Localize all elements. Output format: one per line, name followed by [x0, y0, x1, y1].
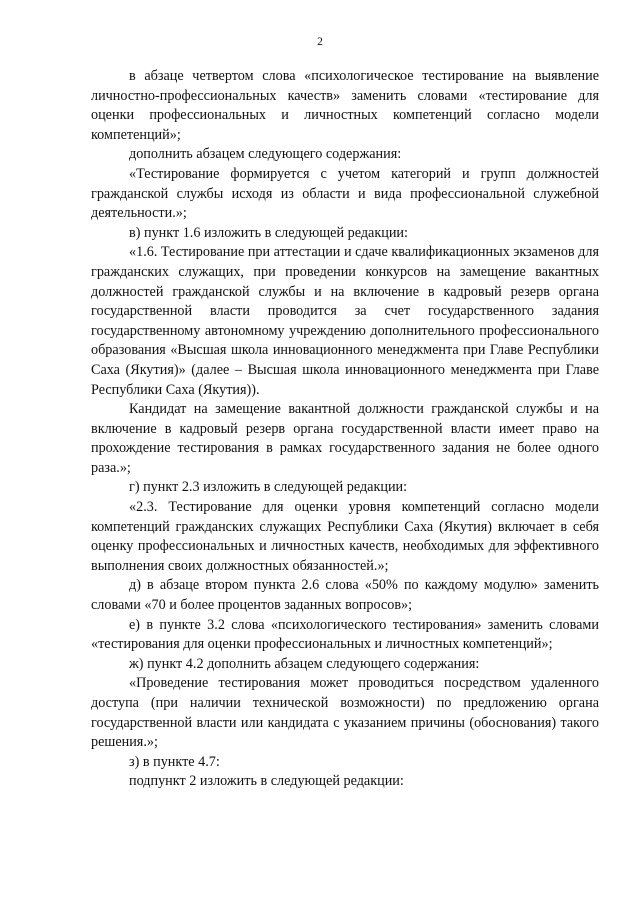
paragraph: е) в пункте 3.2 слова «психологического тестирования» заменить словами «тестирования для оценки профессиональных и личностных компетенций»; [91, 616, 599, 653]
document-body [91, 67, 599, 792]
paragraph: «Тестирование формируется с учетом категорий и групп должностей гражданской службы исходя из области и вида профессиональной служебной деятельности.»; [91, 165, 599, 222]
paragraph: дополнить абзацем следующего содержания: [129, 146, 402, 163]
paragraph: г) пункт 2.3 изложить в следующей редакции: [129, 479, 408, 496]
paragraph: «2.3. Тестирование для оценки уровня компетенций согласно модели компетенций гражданских служащих Республики Саха (Якутия) включает в себя оценку профессиональных и личностных качеств, необходимых для эффективного выполнения своих должностных обязанностей.»; [91, 499, 599, 574]
paragraph: подпункт 2 изложить в следующей редакции: [129, 773, 404, 790]
page-number: 2 [317, 36, 323, 48]
paragraph: «Проведение тестирования может проводиться посредством удаленного доступа (при наличии технической возможности) по предложению органа государственной власти или кандидата с указанием причины (обоснования) такого решения.»; [91, 675, 599, 751]
paragraph: «1.6. Тестирование при аттестации и сдаче квалификационных экзаменов для гражданских служащих, при проведении конкурсов на замещение вакантных должностей гражданской службы и на включение в кадровый резерв органа государственной власти проводится за счет государственного задания государственному автономному учреждению дополнительного профессионального образования «Высшая школа инновационного менеджмента при Главе Республики Саха (Якутия)» (далее – Высшая школа инновационного менеджмента при Главе Республики Саха (Якутия)). [91, 244, 599, 398]
paragraph: ж) пункт 4.2 дополнить абзацем следующего содержания: [129, 655, 480, 672]
paragraph: в абзаце четвертом слова «психологическое тестирование на выявление личностно-профессиональных качеств» заменить словами «тестирование для оценки профессиональных и личностных компетенций согласно модели компетенций»; [91, 68, 599, 143]
paragraph: д) в абзаце втором пункта 2.6 слова «50% по каждому модулю» заменить словами «70 и более процентов заданных вопросов»; [91, 577, 599, 614]
paragraph: в) пункт 1.6 изложить в следующей редакции: [129, 224, 408, 241]
paragraph: Кандидат на замещение вакантной должности гражданской службы и на включение в кадровый резерв органа государственной власти имеет право на прохождение тестирования в рамках государственного задания не более одного раза.»; [91, 401, 599, 476]
paragraph: з) в пункте 4.7: [129, 753, 220, 770]
